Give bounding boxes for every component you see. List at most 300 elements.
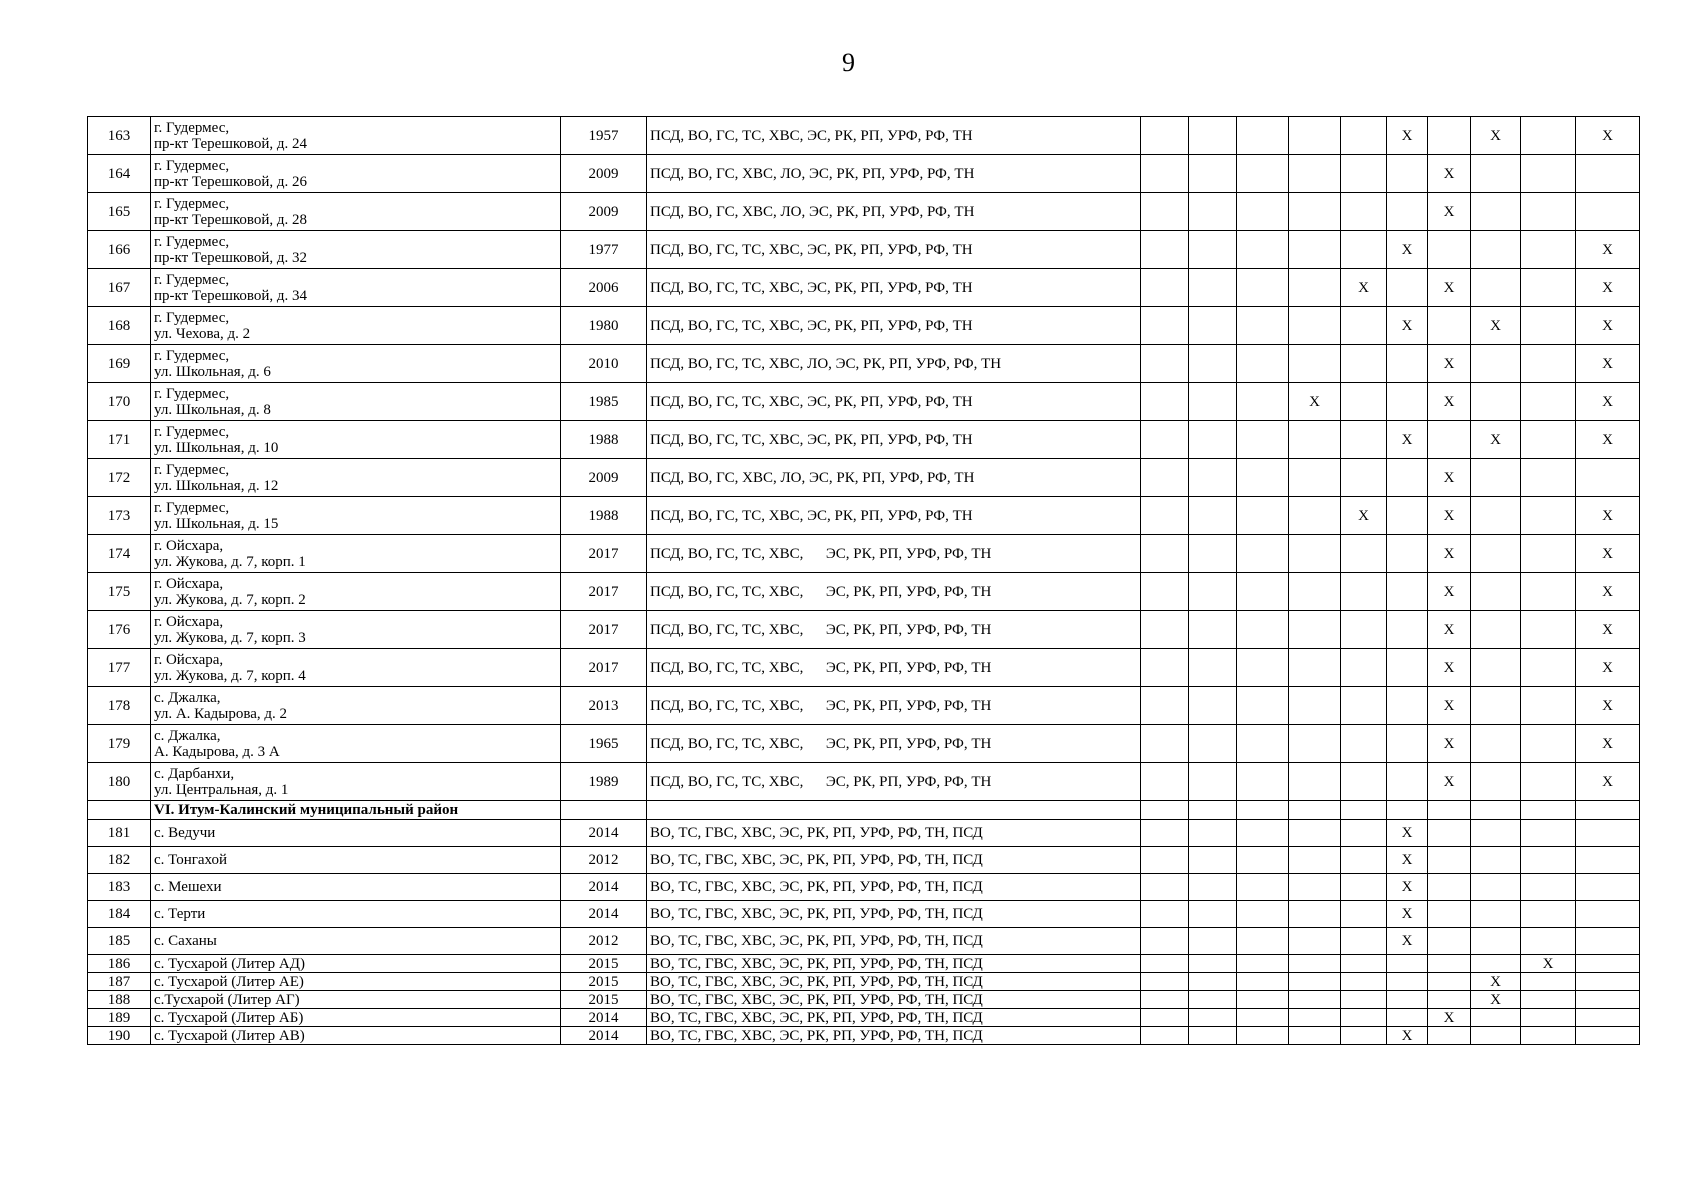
address-line: с. Тонгахой xyxy=(154,852,227,868)
table-row xyxy=(88,269,1640,307)
address-line: г. Ойсхара, xyxy=(154,575,224,592)
mark-cell xyxy=(1141,345,1189,383)
mark-cell xyxy=(1576,155,1640,193)
row-number-cell: 183 xyxy=(88,874,151,901)
address-line: ул. Чехова, д. 2 xyxy=(154,325,251,342)
mark-cell xyxy=(1471,901,1521,928)
works-list-cell: ПСД, ВО, ГС, ХВС, ЛО, ЭС, РК, РП, УРФ, РФ, ТН xyxy=(647,155,1141,193)
mark-cell xyxy=(1341,573,1387,611)
year-cell: 2017 xyxy=(561,611,647,649)
table-row xyxy=(88,687,1640,725)
address-line: пр-кт Терешковой, д. 26 xyxy=(154,173,308,190)
mark-cell: X xyxy=(1576,573,1640,611)
mark-cell xyxy=(1141,847,1189,874)
mark-cell xyxy=(1471,193,1521,231)
mark-cell: X xyxy=(1387,1027,1428,1045)
year-cell: 1977 xyxy=(561,231,647,269)
mark-cell xyxy=(1141,973,1189,991)
mark-cell xyxy=(1576,193,1640,231)
mark-cell xyxy=(1289,231,1341,269)
mark-cell xyxy=(1521,973,1576,991)
row-number-cell: 182 xyxy=(88,847,151,874)
mark-cell xyxy=(1289,649,1341,687)
address-line: ул. Школьная, д. 10 xyxy=(154,439,279,456)
address-line: г. Гудермес, xyxy=(154,271,230,288)
address-line: с. Тусхарой (Литер АВ) xyxy=(154,1027,305,1044)
mark-cell xyxy=(1189,269,1237,307)
mark-cell xyxy=(1289,155,1341,193)
address-line: пр-кт Терешковой, д. 24 xyxy=(154,135,308,152)
mark-cell xyxy=(1387,1009,1428,1027)
table-row xyxy=(88,1009,1640,1027)
mark-cell xyxy=(1521,383,1576,421)
address-line: ул. Центральная, д. 1 xyxy=(154,781,289,798)
address-line: г. Гудермес, xyxy=(154,119,230,136)
address-cell xyxy=(151,725,561,763)
mark-cell xyxy=(1237,801,1289,820)
mark-cell xyxy=(1141,763,1189,801)
mark-cell: X xyxy=(1428,459,1471,497)
mark-cell xyxy=(1189,973,1237,991)
mark-cell xyxy=(1341,383,1387,421)
mark-cell xyxy=(1387,991,1428,1009)
mark-cell xyxy=(1141,649,1189,687)
mark-cell xyxy=(1428,117,1471,155)
mark-cell: X xyxy=(1576,231,1640,269)
year-cell: 2015 xyxy=(561,991,647,1009)
works-list-cell: ПСД, ВО, ГС, ТС, ХВС, ЭС, РК, РП, УРФ, РФ, ТН xyxy=(647,687,1141,725)
mark-cell xyxy=(1237,847,1289,874)
address-line: г. Ойсхара, xyxy=(154,651,224,668)
mark-cell: X xyxy=(1428,573,1471,611)
works-list-cell: ПСД, ВО, ГС, ТС, ХВС, ЭС, РК, РП, УРФ, РФ, ТН xyxy=(647,307,1141,345)
year-cell: 2009 xyxy=(561,193,647,231)
mark-cell xyxy=(1471,1027,1521,1045)
table-row xyxy=(88,497,1640,535)
mark-cell xyxy=(1341,345,1387,383)
address-line: пр-кт Терешковой, д. 34 xyxy=(154,287,308,304)
address-line: с. Тусхарой (Литер АЕ) xyxy=(154,973,304,990)
mark-cell xyxy=(1341,847,1387,874)
year-cell: 1985 xyxy=(561,383,647,421)
address-cell xyxy=(151,421,561,459)
mark-cell xyxy=(1471,801,1521,820)
mark-cell xyxy=(1471,459,1521,497)
address-line: с. Дарбанхи, xyxy=(154,765,235,782)
address-cell xyxy=(151,901,561,928)
mark-cell xyxy=(1521,611,1576,649)
address-line: с. Тусхарой (Литер АБ) xyxy=(154,1009,304,1026)
mark-cell xyxy=(1471,687,1521,725)
mark-cell xyxy=(1237,820,1289,847)
mark-cell xyxy=(1428,231,1471,269)
mark-cell xyxy=(1289,991,1341,1009)
mark-cell xyxy=(1289,973,1341,991)
address-line: ул. Жукова, д. 7, корп. 2 xyxy=(154,591,306,608)
table-row xyxy=(88,459,1640,497)
year-cell: 1988 xyxy=(561,497,647,535)
mark-cell xyxy=(1189,763,1237,801)
mark-cell xyxy=(1141,421,1189,459)
mark-cell xyxy=(1189,421,1237,459)
mark-cell xyxy=(1576,847,1640,874)
mark-cell: X xyxy=(1387,928,1428,955)
mark-cell xyxy=(1387,573,1428,611)
mark-cell xyxy=(1237,269,1289,307)
table-row xyxy=(88,421,1640,459)
mark-cell xyxy=(1289,117,1341,155)
works-list-cell: ВО, ТС, ГВС, ХВС, ЭС, РК, РП, УРФ, РФ, ТН, ПСД xyxy=(647,874,1141,901)
works-list-cell: ВО, ТС, ГВС, ХВС, ЭС, РК, РП, УРФ, РФ, ТН, ПСД xyxy=(647,901,1141,928)
mark-cell xyxy=(1521,725,1576,763)
mark-cell xyxy=(1387,611,1428,649)
year-cell: 1965 xyxy=(561,725,647,763)
mark-cell xyxy=(1141,155,1189,193)
mark-cell xyxy=(1141,497,1189,535)
mark-cell xyxy=(1289,307,1341,345)
mark-cell: X xyxy=(1387,421,1428,459)
works-list-cell: ВО, ТС, ГВС, ХВС, ЭС, РК, РП, УРФ, РФ, ТН, ПСД xyxy=(647,820,1141,847)
mark-cell xyxy=(1289,874,1341,901)
address-cell xyxy=(151,345,561,383)
mark-cell: X xyxy=(1471,421,1521,459)
mark-cell xyxy=(1141,231,1189,269)
address-line: г. Гудермес, xyxy=(154,423,230,440)
mark-cell xyxy=(1471,874,1521,901)
mark-cell xyxy=(1521,874,1576,901)
row-number-cell: 190 xyxy=(88,1027,151,1045)
mark-cell xyxy=(1237,991,1289,1009)
address-line: ул. Жукова, д. 7, корп. 4 xyxy=(154,667,306,684)
mark-cell: X xyxy=(1428,193,1471,231)
mark-cell xyxy=(1471,847,1521,874)
mark-cell xyxy=(1237,1009,1289,1027)
mark-cell xyxy=(1289,193,1341,231)
table-body xyxy=(88,117,1640,1045)
row-number-cell: 186 xyxy=(88,955,151,973)
mark-cell xyxy=(1521,763,1576,801)
mark-cell xyxy=(1141,535,1189,573)
year-cell: 2010 xyxy=(561,345,647,383)
mark-cell xyxy=(1141,801,1189,820)
mark-cell xyxy=(1576,901,1640,928)
mark-cell xyxy=(1387,763,1428,801)
mark-cell xyxy=(1237,231,1289,269)
row-number-cell: 179 xyxy=(88,725,151,763)
table-row xyxy=(88,573,1640,611)
mark-cell xyxy=(1237,421,1289,459)
mark-cell xyxy=(1189,307,1237,345)
mark-cell: X xyxy=(1428,269,1471,307)
mark-cell: X xyxy=(1387,847,1428,874)
mark-cell xyxy=(1576,459,1640,497)
row-number-cell: 176 xyxy=(88,611,151,649)
row-number-cell: 187 xyxy=(88,973,151,991)
row-number-cell: 171 xyxy=(88,421,151,459)
table-row xyxy=(88,763,1640,801)
table-row xyxy=(88,1027,1640,1045)
mark-cell: X xyxy=(1471,117,1521,155)
address-line: А. Кадырова, д. 3 А xyxy=(154,743,280,760)
mark-cell xyxy=(1289,801,1341,820)
mark-cell xyxy=(1289,955,1341,973)
year-cell: 2017 xyxy=(561,649,647,687)
mark-cell xyxy=(1471,649,1521,687)
mark-cell xyxy=(1576,1009,1640,1027)
year-cell: 2006 xyxy=(561,269,647,307)
address-line: г. Гудермес, xyxy=(154,195,230,212)
address-line: с. Саханы xyxy=(154,933,217,949)
mark-cell xyxy=(1289,820,1341,847)
address-line: г. Гудермес, xyxy=(154,385,230,402)
mark-cell xyxy=(1521,649,1576,687)
mark-cell xyxy=(1341,955,1387,973)
mark-cell xyxy=(1341,991,1387,1009)
mark-cell: X xyxy=(1428,611,1471,649)
row-number-cell: 178 xyxy=(88,687,151,725)
row-number-cell: 189 xyxy=(88,1009,151,1027)
mark-cell xyxy=(1341,307,1387,345)
mark-cell: X xyxy=(1428,345,1471,383)
mark-cell xyxy=(1141,820,1189,847)
mark-cell xyxy=(1237,383,1289,421)
mark-cell: X xyxy=(1428,763,1471,801)
table-row xyxy=(88,928,1640,955)
mark-cell xyxy=(1521,497,1576,535)
mark-cell xyxy=(1189,383,1237,421)
mark-cell xyxy=(1237,901,1289,928)
address-line: г. Гудермес, xyxy=(154,347,230,364)
year-cell: 2017 xyxy=(561,573,647,611)
mark-cell xyxy=(1521,421,1576,459)
address-cell xyxy=(151,1009,561,1027)
mark-cell: X xyxy=(1576,535,1640,573)
works-list-cell: ПСД, ВО, ГС, ТС, ХВС, ЭС, РК, РП, УРФ, РФ, ТН xyxy=(647,535,1141,573)
mark-cell xyxy=(1237,573,1289,611)
row-number-cell: 163 xyxy=(88,117,151,155)
mark-cell xyxy=(1387,955,1428,973)
address-line: ул. Школьная, д. 8 xyxy=(154,401,271,418)
address-line: ул. Школьная, д. 15 xyxy=(154,515,279,532)
mark-cell xyxy=(1428,1027,1471,1045)
works-list-cell xyxy=(647,801,1141,820)
mark-cell xyxy=(1471,820,1521,847)
mark-cell xyxy=(1341,763,1387,801)
mark-cell xyxy=(1521,117,1576,155)
row-number-cell: 172 xyxy=(88,459,151,497)
address-line: пр-кт Терешковой, д. 28 xyxy=(154,211,308,228)
mark-cell xyxy=(1341,901,1387,928)
mark-cell: X xyxy=(1576,421,1640,459)
mark-cell xyxy=(1141,383,1189,421)
mark-cell xyxy=(1237,497,1289,535)
mark-cell xyxy=(1189,497,1237,535)
address-cell xyxy=(151,820,561,847)
works-list-cell: ВО, ТС, ГВС, ХВС, ЭС, РК, РП, УРФ, РФ, ТН, ПСД xyxy=(647,1009,1141,1027)
mark-cell xyxy=(1289,928,1341,955)
works-list-cell: ПСД, ВО, ГС, ТС, ХВС, ЭС, РК, РП, УРФ, РФ, ТН xyxy=(647,573,1141,611)
mark-cell: X xyxy=(1387,874,1428,901)
mark-cell xyxy=(1237,687,1289,725)
mark-cell: X xyxy=(1576,649,1640,687)
row-number-cell: 168 xyxy=(88,307,151,345)
mark-cell xyxy=(1341,117,1387,155)
mark-cell xyxy=(1428,307,1471,345)
mark-cell: X xyxy=(1576,611,1640,649)
mark-cell xyxy=(1471,611,1521,649)
address-cell xyxy=(151,269,561,307)
section-title-cell xyxy=(151,801,561,820)
mark-cell xyxy=(1471,1009,1521,1027)
row-number-cell: 180 xyxy=(88,763,151,801)
address-line: VI. Итум-Калинский муниципальный район xyxy=(154,802,459,818)
mark-cell xyxy=(1521,459,1576,497)
mark-cell xyxy=(1289,1027,1341,1045)
address-cell xyxy=(151,155,561,193)
mark-cell xyxy=(1189,928,1237,955)
mark-cell xyxy=(1237,763,1289,801)
row-number-cell: 169 xyxy=(88,345,151,383)
mark-cell xyxy=(1141,991,1189,1009)
mark-cell xyxy=(1141,725,1189,763)
mark-cell xyxy=(1141,459,1189,497)
mark-cell xyxy=(1189,117,1237,155)
table-row xyxy=(88,345,1640,383)
address-cell xyxy=(151,973,561,991)
mark-cell xyxy=(1576,928,1640,955)
row-number-cell: 181 xyxy=(88,820,151,847)
section-header-row xyxy=(88,801,1640,820)
address-line: с. Тусхарой (Литер АД) xyxy=(154,955,305,972)
mark-cell xyxy=(1471,763,1521,801)
table-row xyxy=(88,991,1640,1009)
mark-cell xyxy=(1141,928,1189,955)
mark-cell xyxy=(1189,193,1237,231)
row-number-cell: 188 xyxy=(88,991,151,1009)
row-number-cell: 175 xyxy=(88,573,151,611)
works-list-cell: ВО, ТС, ГВС, ХВС, ЭС, РК, РП, УРФ, РФ, ТН, ПСД xyxy=(647,928,1141,955)
mark-cell xyxy=(1141,611,1189,649)
table-row xyxy=(88,535,1640,573)
mark-cell: X xyxy=(1576,117,1640,155)
year-cell: 2012 xyxy=(561,847,647,874)
row-number-cell: 173 xyxy=(88,497,151,535)
mark-cell: X xyxy=(1428,535,1471,573)
mark-cell xyxy=(1428,901,1471,928)
mark-cell xyxy=(1428,801,1471,820)
mark-cell xyxy=(1289,687,1341,725)
mark-cell xyxy=(1521,928,1576,955)
mark-cell xyxy=(1341,687,1387,725)
mark-cell xyxy=(1141,269,1189,307)
mark-cell xyxy=(1521,1009,1576,1027)
table-row xyxy=(88,307,1640,345)
mark-cell xyxy=(1387,155,1428,193)
mark-cell: X xyxy=(1387,307,1428,345)
mark-cell xyxy=(1237,649,1289,687)
table-row xyxy=(88,973,1640,991)
address-line: ул. А. Кадырова, д. 2 xyxy=(154,705,288,722)
address-line: с. Терти xyxy=(154,906,206,922)
mark-cell xyxy=(1471,155,1521,193)
mark-cell xyxy=(1141,573,1189,611)
mark-cell xyxy=(1521,345,1576,383)
address-cell xyxy=(151,649,561,687)
mark-cell xyxy=(1189,687,1237,725)
mark-cell xyxy=(1428,991,1471,1009)
mark-cell xyxy=(1189,847,1237,874)
mark-cell: X xyxy=(1341,497,1387,535)
works-list-cell: ПСД, ВО, ГС, ТС, ХВС, ЭС, РК, РП, УРФ, РФ, ТН xyxy=(647,117,1141,155)
mark-cell xyxy=(1237,874,1289,901)
address-cell xyxy=(151,991,561,1009)
address-line: с.Тусхарой (Литер АГ) xyxy=(154,991,300,1008)
mark-cell: X xyxy=(1387,820,1428,847)
mark-cell xyxy=(1141,1027,1189,1045)
mark-cell xyxy=(1289,497,1341,535)
address-cell xyxy=(151,459,561,497)
mark-cell xyxy=(1387,497,1428,535)
mark-cell: X xyxy=(1387,901,1428,928)
mark-cell xyxy=(1387,649,1428,687)
mark-cell xyxy=(1387,345,1428,383)
mark-cell xyxy=(1141,1009,1189,1027)
mark-cell xyxy=(1428,847,1471,874)
works-list-cell: ВО, ТС, ГВС, ХВС, ЭС, РК, РП, УРФ, РФ, ТН, ПСД xyxy=(647,973,1141,991)
mark-cell xyxy=(1237,1027,1289,1045)
mark-cell xyxy=(1341,193,1387,231)
address-line: г. Гудермес, xyxy=(154,461,230,478)
mark-cell xyxy=(1189,901,1237,928)
mark-cell xyxy=(1289,763,1341,801)
mark-cell: X xyxy=(1341,269,1387,307)
mark-cell xyxy=(1521,307,1576,345)
address-line: г. Ойсхара, xyxy=(154,613,224,630)
address-line: г. Гудермес, xyxy=(154,233,230,250)
works-list-cell: ПСД, ВО, ГС, ТС, ХВС, ЛО, ЭС, РК, РП, УРФ, РФ, ТН xyxy=(647,345,1141,383)
mark-cell: X xyxy=(1428,1009,1471,1027)
mark-cell xyxy=(1237,345,1289,383)
row-number-cell: 170 xyxy=(88,383,151,421)
row-number-cell: 184 xyxy=(88,901,151,928)
address-line: ул. Школьная, д. 6 xyxy=(154,363,271,380)
works-list-cell: ПСД, ВО, ГС, ХВС, ЛО, ЭС, РК, РП, УРФ, РФ, ТН xyxy=(647,193,1141,231)
mark-cell xyxy=(1189,801,1237,820)
mark-cell xyxy=(1189,345,1237,383)
address-line: г. Гудермес, xyxy=(154,157,230,174)
mark-cell xyxy=(1428,820,1471,847)
mark-cell: X xyxy=(1428,649,1471,687)
row-number-cell: 177 xyxy=(88,649,151,687)
mark-cell xyxy=(1237,155,1289,193)
mark-cell: X xyxy=(1576,345,1640,383)
mark-cell xyxy=(1341,231,1387,269)
works-list-cell: ПСД, ВО, ГС, ТС, ХВС, ЭС, РК, РП, УРФ, РФ, ТН xyxy=(647,383,1141,421)
mark-cell xyxy=(1387,269,1428,307)
mark-cell xyxy=(1189,955,1237,973)
mark-cell: X xyxy=(1289,383,1341,421)
mark-cell xyxy=(1428,973,1471,991)
mark-cell xyxy=(1387,383,1428,421)
mark-cell xyxy=(1237,307,1289,345)
address-cell xyxy=(151,117,561,155)
mark-cell xyxy=(1141,901,1189,928)
works-list-cell: ВО, ТС, ГВС, ХВС, ЭС, РК, РП, УРФ, РФ, ТН, ПСД xyxy=(647,847,1141,874)
works-list-cell: ПСД, ВО, ГС, ТС, ХВС, ЭС, РК, РП, УРФ, РФ, ТН xyxy=(647,649,1141,687)
mark-cell xyxy=(1471,269,1521,307)
mark-cell xyxy=(1471,928,1521,955)
address-line: с. Джалка, xyxy=(154,727,221,744)
